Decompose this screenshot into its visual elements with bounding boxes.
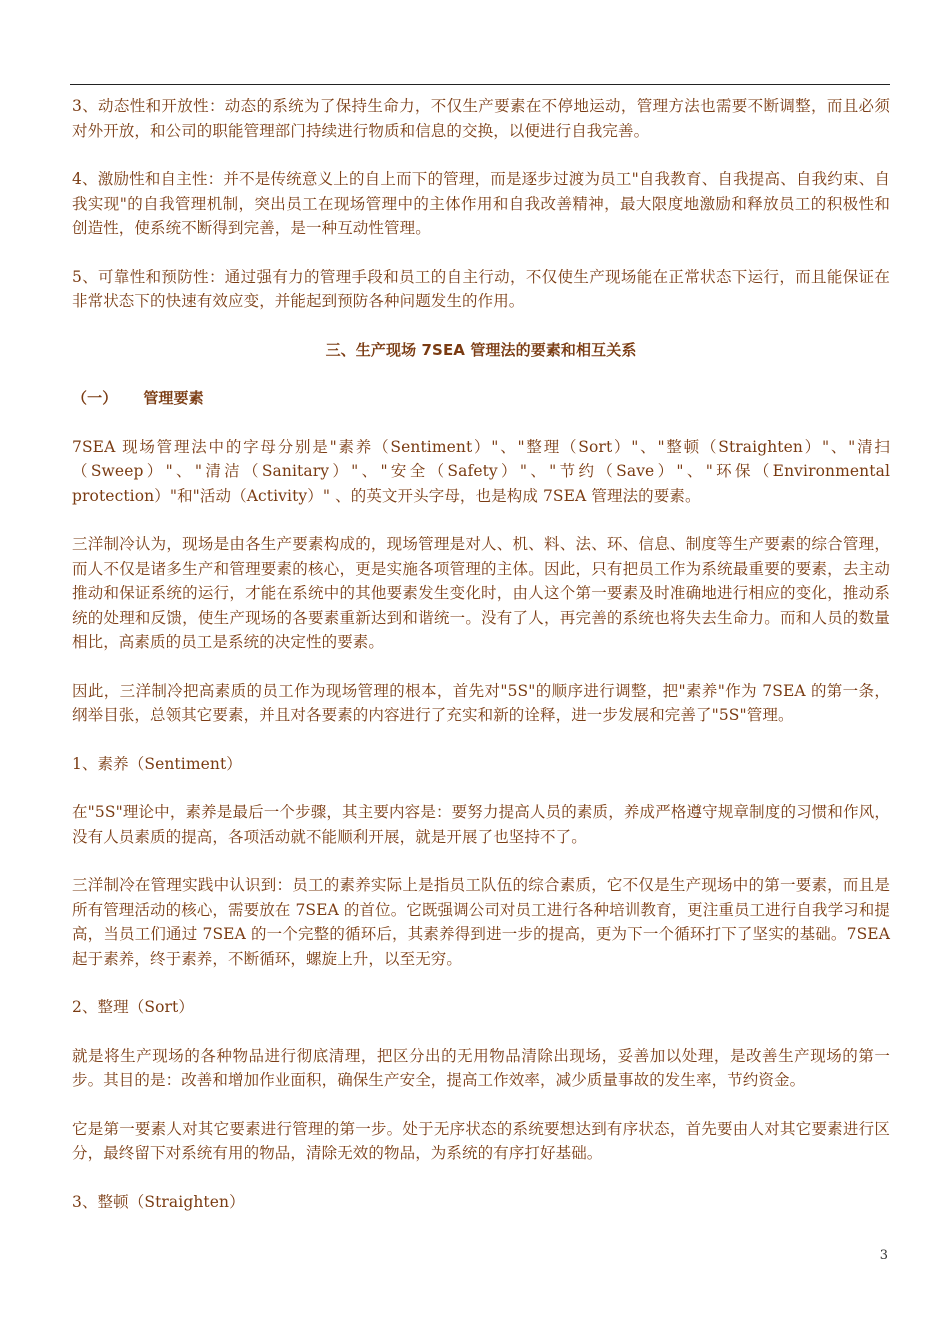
paragraph-sort-role: 它是第一要素人对其它要素进行管理的第一步。处于无序状态的系统要想达到有序状态，首先要由人对其它要素进行区分，最终留下对系统有用的物品，清除无效的物品，为系统的有序打好基础。 — [72, 1119, 890, 1162]
subsection-heading — [72, 386, 890, 411]
subsection-title: 管理要素 — [143, 389, 204, 407]
paragraph-dynamic-openness: 3、动态性和开放性：动态的系统为了保持生命力，不仅生产要素在不停地运动，管理方法也需要不断调整，而且必须对外开放，和公司的职能管理部门持续进行物质和信息的交换，以便进行自我完善。 — [72, 97, 890, 140]
paragraph-reorder-5s: 因此，三洋制冷把高素质的员工作为现场管理的根本，首先对"5S"的顺序进行调整，把"素养"作为 7SEA 的第一条，纲举目张，总领其它要素，并且对各要素的内容进行了充实和新的诠释，进一步发展和完善了"5S"管理。 — [72, 681, 890, 724]
paragraph-sentiment-practice: 三洋制冷在管理实践中认识到：员工的素养实际上是指员工队伍的综合素质，它不仅是生产现场中的第一要素，而且是所有管理活动的核心，需要放在 7SEA 的首位。它既强调公司对员工进行各种培训教育，更注重员工进行自我学习和提高，当员工们通过 7SEA 的一个完整的循环后，其素养得到进一步的提高，更为下一个循环打下了坚实的基础。7SEA 起于素养，终于素养，不断循环，螺旋上升，以至无穷。 — [72, 876, 890, 968]
page-number: 3 — [879, 1248, 888, 1263]
paragraph-reliability-prevention: 5、可靠性和预防性：通过强有力的管理手段和员工的自主行动，不仅使生产现场能在正常状态下运行，而且能保证在非常状态下的快速有效应变，并能起到预防各种问题发生的作用。 — [72, 267, 890, 310]
header-rule — [70, 84, 890, 85]
paragraph-sort-definition: 就是将生产现场的各种物品进行彻底清理，把区分出的无用物品清除出现场，妥善加以处理，是改善生产现场的第一步。其目的是：改善和增加作业面积，确保生产安全，提高工作效率，减少质量事故的发生率，节约资金。 — [72, 1046, 890, 1089]
paragraph-7sea-letters: 7SEA 现场管理法中的字母分别是"素养（Sentiment）"、"整理（Sort）"、"整顿（Straighten）"、"清扫（Sweep）"、"清洁（Sanitary）"、"安全（Safety）"、"节约（Save）"、"环保（Environmental protection）"和"活动（Activity）" 、的英文开头字母，也是构成 7SEA 管理法的要素。 — [72, 437, 890, 505]
item-sort-title: 2、整理（Sort） — [72, 998, 194, 1016]
section-title: 三、生产现场 7SEA 管理法的要素和相互关系 — [325, 340, 637, 359]
item-straighten-title: 3、整顿（Straighten） — [72, 1192, 245, 1211]
subsection-number: （一） — [72, 389, 118, 407]
paragraph-sanyo-view: 三洋制冷认为，现场是由各生产要素构成的，现场管理是对人、机、料、法、环、信息、制度等生产要素的综合管理，而人不仅是诸多生产和管理要素的核心，更是实施各项管理的主体。因此，只有把员工作为系统最重要的要素，去主动推动和保证系统的运行，才能在系统中的其他要素发生变化时，由人这个第一要素及时准确地进行相应的变化，推动系统的处理和反馈，使生产现场的各要素重新达到和谐统一。没有了人，再完善的系统也将失去生命力。而和人员的数量相比，高素质的员工是系统的决定性的要素。 — [72, 535, 890, 651]
page-content — [72, 94, 890, 1238]
paragraph-sentiment-5s: 在"5S"理论中，素养是最后一个步骤，其主要内容是：要努力提高人员的素质，养成严格遵守规章制度的习惯和作风，没有人员素质的提高，各项活动就不能顺利开展，就是开展了也坚持不了。 — [72, 803, 890, 846]
paragraph-incentive-autonomy: 4、激励性和自主性：并不是传统意义上的自上而下的管理，而是逐步过渡为员工"自我教育、自我提高、自我约束、自我实现"的自我管理机制，突出员工在现场管理中的主体作用和自我改善精神，最大限度地激励和释放员工的积极性和创造性，使系统不断得到完善，是一种互动性管理。 — [72, 170, 890, 237]
item-sentiment-title: 1、素养（Sentiment） — [72, 754, 242, 773]
